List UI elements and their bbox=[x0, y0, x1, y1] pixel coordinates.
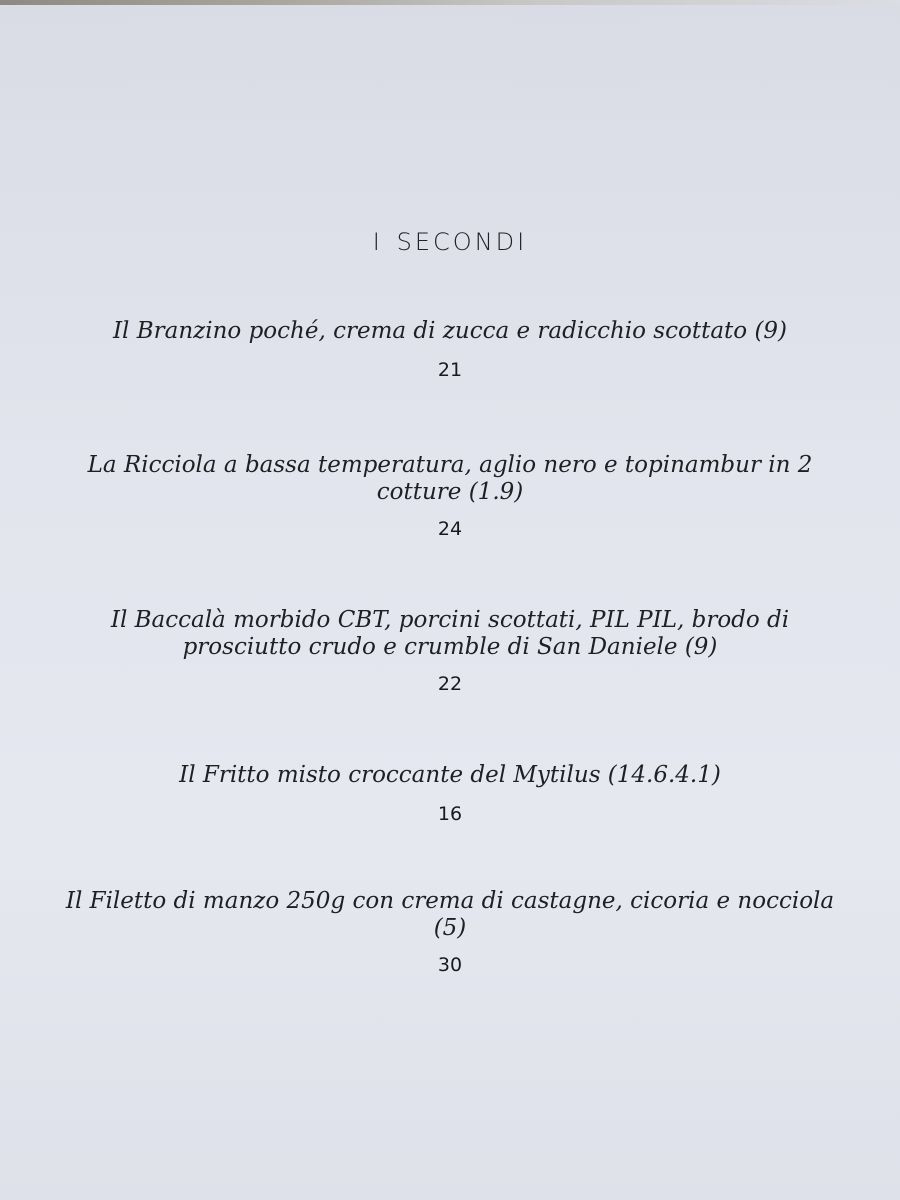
dish-name: Il Branzino poché, crema di zucca e radicchio scottato (9) bbox=[112, 318, 788, 344]
menu-item bbox=[70, 762, 830, 825]
dish-price: 22 bbox=[437, 673, 463, 695]
dish-name: Il Fritto misto croccante del Mytilus (14.6.4.1) bbox=[179, 762, 721, 788]
menu-item bbox=[70, 607, 830, 695]
page-top-edge bbox=[0, 0, 900, 5]
dish-price: 21 bbox=[437, 359, 463, 381]
dish-price: 24 bbox=[437, 518, 463, 540]
dish-name: Il Baccalà morbido CBT, porcini scottati, PIL PIL, brodo di prosciutto crudo e crumble di San Daniele (9) bbox=[110, 607, 790, 660]
dish-price: 16 bbox=[437, 803, 463, 825]
menu-item bbox=[70, 318, 830, 381]
dish-name: Il Filetto di manzo 250g con crema di castagne, cicoria e nocciola (5) bbox=[65, 888, 835, 941]
dish-price: 30 bbox=[437, 954, 463, 976]
menu-item bbox=[70, 452, 830, 540]
section-title: i secondi bbox=[372, 218, 528, 259]
dish-name: La Ricciola a bassa temperatura, aglio nero e topinambur in 2 cotture (1.9) bbox=[87, 452, 813, 505]
menu-item bbox=[50, 888, 850, 976]
